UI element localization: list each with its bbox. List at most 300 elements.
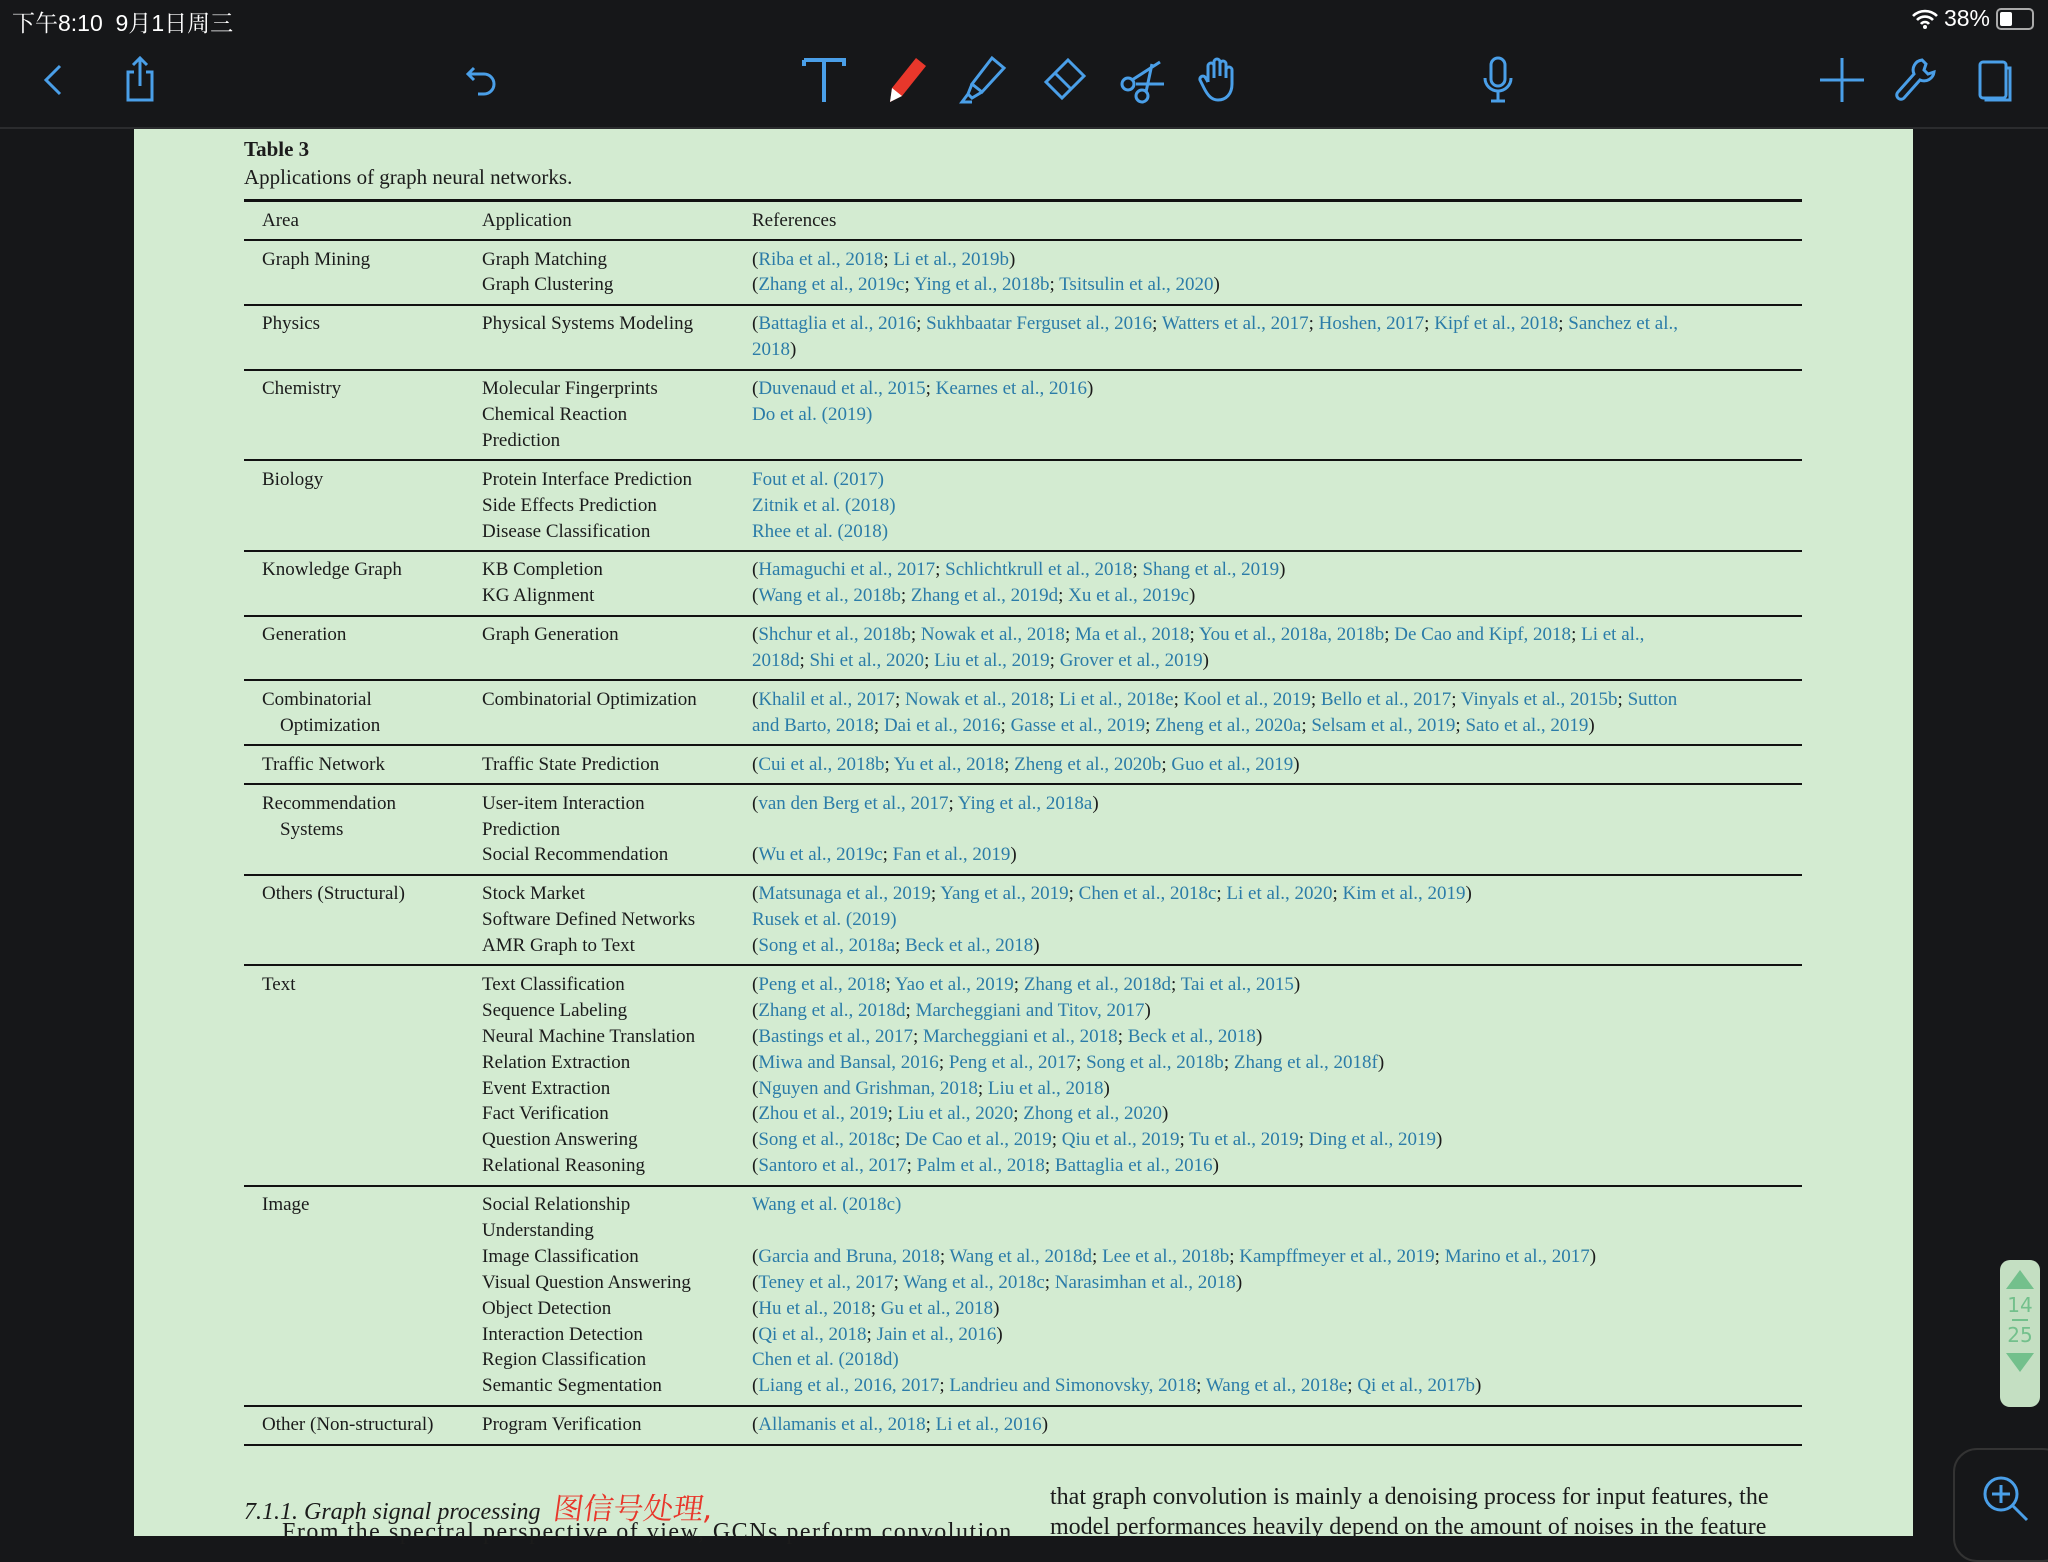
punct: ; xyxy=(1455,714,1466,736)
citation-link[interactable]: Wang et al., 2018c xyxy=(903,1271,1045,1293)
reference-line xyxy=(752,337,1802,363)
citation-link[interactable]: Shang et al., 2019 xyxy=(1142,559,1280,581)
punct: ; xyxy=(925,378,936,400)
citation-link[interactable]: Khalil et al., 2017 xyxy=(758,688,895,710)
reference-line xyxy=(752,247,1802,273)
citation-link[interactable]: Zitnik et al. (2018) xyxy=(752,494,896,516)
punct: ( xyxy=(752,1375,759,1397)
citation-link[interactable]: Liu et al., 2018 xyxy=(987,1077,1104,1099)
citation-link[interactable]: Qi et al., 2017b xyxy=(1357,1375,1476,1397)
application-cell xyxy=(482,791,752,869)
citation-link[interactable]: and Barto, 2018 xyxy=(752,714,874,736)
citation-link[interactable]: Battaglia et al., 2016 xyxy=(1054,1155,1213,1177)
area-cell xyxy=(244,881,482,959)
reference-line xyxy=(752,907,1802,933)
citation-link[interactable]: Gasse et al., 2019 xyxy=(1010,714,1146,736)
citation-link[interactable]: Hoshen, 2017 xyxy=(1318,313,1425,335)
lasso-tool[interactable] xyxy=(1112,50,1172,110)
citation-link[interactable]: Chen et al. (2018d) xyxy=(752,1349,899,1371)
citation-link[interactable]: Kipf et al., 2018 xyxy=(1434,313,1559,335)
citation-link[interactable]: 2018d xyxy=(752,650,800,672)
table-row xyxy=(244,681,1802,744)
citation-link[interactable]: Wang et al., 2018d xyxy=(949,1245,1093,1267)
area-cell xyxy=(244,247,482,299)
citation-link[interactable]: De Cao et al., 2019 xyxy=(905,1129,1052,1151)
citation-link[interactable]: Xu et al., 2019c xyxy=(1068,585,1189,607)
citation-link[interactable]: Li et al., xyxy=(1581,624,1645,646)
citation-link[interactable]: Zhang et al., 2018d xyxy=(758,999,906,1021)
punct: ; xyxy=(1049,274,1060,296)
citation-link[interactable]: Ying et al., 2018a xyxy=(957,792,1093,814)
citation-link[interactable]: Narasimhan et al., 2018 xyxy=(1054,1271,1236,1293)
area-label: Other (Non-structural) xyxy=(262,1414,434,1436)
punct: ; xyxy=(884,753,894,775)
citation-link[interactable]: Gu et al., 2018 xyxy=(880,1297,994,1319)
citation-link[interactable]: Marino et al., 2017 xyxy=(1444,1245,1590,1267)
references-cell xyxy=(752,376,1802,454)
citation-link[interactable]: Chen et al., 2018c xyxy=(1078,883,1217,905)
citation-link[interactable]: Tu et al., 2019 xyxy=(1189,1129,1299,1151)
application-label: Event Extraction xyxy=(482,1077,611,1099)
area-cell xyxy=(244,557,482,609)
punct: ( xyxy=(752,935,759,957)
reference-line xyxy=(752,933,1802,959)
citation-link[interactable]: Duvenaud et al., 2015 xyxy=(758,378,926,400)
citation-link[interactable]: Liang et al., 2016, 2017 xyxy=(758,1375,940,1397)
table-row xyxy=(244,785,1802,874)
citation-link[interactable]: Peng et al., 2017 xyxy=(948,1051,1077,1073)
body-line: model performances heavily depend on the amount of noises in the feature xyxy=(1050,1514,1767,1540)
punct: ) xyxy=(790,339,797,361)
punct: ; xyxy=(1152,313,1162,335)
area-label: Chemistry xyxy=(262,378,342,400)
application-cell xyxy=(482,1192,752,1399)
highlighter-tool[interactable] xyxy=(954,50,1014,110)
citation-link[interactable]: Lee et al., 2018b xyxy=(1102,1245,1230,1267)
citation-link[interactable]: Yang et al., 2019 xyxy=(940,883,1069,905)
application-label: Region Classification xyxy=(482,1349,647,1371)
reference-line xyxy=(752,519,1802,545)
reference-line xyxy=(752,648,1802,674)
undo-button[interactable] xyxy=(452,50,512,110)
references-cell xyxy=(752,752,1802,778)
highlighter-icon xyxy=(958,54,1010,106)
punct: ( xyxy=(752,1271,759,1293)
punct: ( xyxy=(752,248,759,270)
hand-icon xyxy=(1194,54,1246,106)
punct: ; xyxy=(1076,1051,1087,1073)
punct: ) xyxy=(1235,1271,1243,1293)
citation-link[interactable]: Tai et al., 2015 xyxy=(1180,973,1294,995)
punct: ; xyxy=(1308,313,1319,335)
application-label: AMR Graph to Text xyxy=(482,935,635,957)
share-button[interactable] xyxy=(110,50,170,110)
eraser-tool[interactable] xyxy=(1032,50,1092,110)
punct: ; xyxy=(1064,624,1075,646)
citation-link[interactable]: Allamanis et al., 2018 xyxy=(758,1414,926,1436)
citation-link[interactable]: Sutton xyxy=(1627,688,1678,710)
reference-line xyxy=(752,311,1802,337)
citation-link[interactable]: Rusek et al. (2019) xyxy=(752,909,897,931)
references-cell xyxy=(752,467,1802,545)
citation-link[interactable]: Landrieu and Simonovsky, 2018 xyxy=(949,1375,1197,1397)
punct: ; xyxy=(1013,1103,1024,1125)
punct: ) xyxy=(1008,248,1016,270)
citation-link[interactable]: Zhang et al., 2018f xyxy=(1233,1051,1378,1073)
application-label: Semantic Segmentation xyxy=(482,1375,662,1397)
citation-link[interactable]: Yao et al., 2019 xyxy=(894,973,1014,995)
punct: ; xyxy=(938,1051,949,1073)
punct: ; xyxy=(1617,688,1628,710)
citation-link[interactable]: Palm et al., 2018 xyxy=(916,1155,1045,1177)
punct: ; xyxy=(939,1375,950,1397)
punct: ; xyxy=(910,624,921,646)
citation-link[interactable]: Li et al., 2020 xyxy=(1226,883,1333,905)
punct: ; xyxy=(1179,1129,1190,1151)
citation-link[interactable]: Battaglia et al., 2016 xyxy=(758,313,917,335)
punct: ; xyxy=(1347,1375,1358,1397)
punct: ; xyxy=(1013,973,1024,995)
reference-line xyxy=(752,1024,1802,1050)
punct: ; xyxy=(1117,1025,1128,1047)
punct: ( xyxy=(752,1051,759,1073)
application-label: Prediction xyxy=(482,429,561,451)
page-navigator[interactable] xyxy=(2000,1260,2040,1407)
punct: ; xyxy=(883,248,894,270)
citation-link[interactable]: Matsunaga et al., 2019 xyxy=(758,883,931,905)
application-cell xyxy=(482,972,752,1179)
application-label: Graph Generation xyxy=(482,624,619,646)
citation-link[interactable]: De Cao and Kipf, 2018 xyxy=(1394,624,1572,646)
application-label: Social Recommendation xyxy=(482,844,669,866)
citation-link[interactable]: Kearnes et al., 2016 xyxy=(935,378,1088,400)
citation-link[interactable]: Li et al., 2018e xyxy=(1059,688,1174,710)
citation-link[interactable]: Marcheggiani and Titov, 2017 xyxy=(915,999,1145,1021)
area-cell xyxy=(244,1192,482,1399)
reference-line xyxy=(752,1296,1802,1322)
punct: ( xyxy=(752,1129,759,1151)
punct: ) xyxy=(1041,1414,1049,1436)
citation-link[interactable]: Song et al., 2018b xyxy=(1086,1051,1224,1073)
application-label: Object Detection xyxy=(482,1297,612,1319)
punct: ; xyxy=(1384,624,1395,646)
citation-link[interactable]: Watters et al., 2017 xyxy=(1161,313,1309,335)
hand-tool[interactable] xyxy=(1190,50,1250,110)
citation-link[interactable]: Beck et al., 2018 xyxy=(1127,1025,1256,1047)
text-tool[interactable] xyxy=(794,50,854,110)
area-cell xyxy=(244,687,482,739)
table-row xyxy=(244,966,1802,1184)
date: 9月1日周三 xyxy=(115,10,234,36)
application-label: KB Completion xyxy=(482,559,603,581)
area-label: Others (Structural) xyxy=(262,883,405,905)
citation-link[interactable]: Grover et al., 2019 xyxy=(1059,650,1203,672)
settings-button[interactable] xyxy=(1886,50,1946,110)
page-up-icon[interactable] xyxy=(2006,1270,2034,1289)
citation-link[interactable]: Do et al. (2019) xyxy=(752,403,873,425)
punct: ) xyxy=(1162,1103,1169,1125)
status-right xyxy=(1912,5,2034,32)
references-cell xyxy=(752,247,1802,299)
reference-line xyxy=(752,1218,1802,1244)
table-row xyxy=(244,617,1802,680)
punct: ; xyxy=(905,999,916,1021)
citation-link[interactable]: Song et al., 2018a xyxy=(758,935,896,957)
citation-link[interactable]: Shi et al., 2020 xyxy=(809,650,925,672)
citation-link[interactable]: Shchur et al., 2018b xyxy=(758,624,911,646)
punct: ( xyxy=(752,624,759,646)
citation-link[interactable]: Zhou et al., 2019 xyxy=(758,1103,888,1125)
pdf-page[interactable] xyxy=(134,129,1913,1545)
citation-link[interactable]: Qi et al., 2018 xyxy=(758,1323,867,1345)
punct: ; xyxy=(916,313,927,335)
punct: ; xyxy=(1298,1129,1309,1151)
punct: ; xyxy=(1049,688,1060,710)
reference-line xyxy=(752,713,1802,739)
table-rule xyxy=(244,1444,1802,1446)
punct: ( xyxy=(752,753,759,775)
citation-link[interactable]: Vinyals et al., 2015b xyxy=(1460,688,1618,710)
citation-link[interactable]: Nowak et al., 2018 xyxy=(920,624,1065,646)
application-label: KG Alignment xyxy=(482,585,595,607)
citation-link[interactable]: Ma et al., 2018 xyxy=(1074,624,1190,646)
add-icon xyxy=(1816,54,1868,106)
punct: ; xyxy=(1434,1245,1445,1267)
area-label: Text xyxy=(262,973,296,995)
citation-link[interactable]: Santoro et al., 2017 xyxy=(758,1155,907,1177)
citation-link[interactable]: Yu et al., 2018 xyxy=(893,753,1005,775)
citation-link[interactable]: Ding et al., 2019 xyxy=(1308,1129,1436,1151)
citation-link[interactable]: Bastings et al., 2017 xyxy=(758,1025,913,1047)
microphone-icon xyxy=(1472,54,1524,106)
application-cell xyxy=(482,467,752,545)
citation-link[interactable]: Teney et al., 2017 xyxy=(758,1271,894,1293)
citation-link[interactable]: Selsam et al., 2019 xyxy=(1311,714,1456,736)
citation-link[interactable]: Sanchez et al., xyxy=(1568,313,1678,335)
citation-link[interactable]: Ying et al., 2018b xyxy=(913,274,1050,296)
reference-line xyxy=(752,1076,1802,1102)
punct: ; xyxy=(948,792,958,814)
citation-link[interactable]: Zheng et al., 2020a xyxy=(1155,714,1302,736)
microphone-button[interactable] xyxy=(1468,50,1528,110)
citation-link[interactable]: Zhang et al., 2018d xyxy=(1023,973,1172,995)
application-label: Social Relationship xyxy=(482,1194,631,1216)
citation-link[interactable]: Bello et al., 2017 xyxy=(1320,688,1452,710)
reference-line xyxy=(752,817,1802,843)
application-label: Graph Clustering xyxy=(482,274,614,296)
page-down-icon[interactable] xyxy=(2006,1353,2034,1372)
punct: ; xyxy=(1216,883,1227,905)
references-cell xyxy=(752,687,1802,739)
reference-line xyxy=(752,881,1802,907)
citation-link[interactable]: Dai et al., 2016 xyxy=(883,714,1001,736)
citation-link[interactable]: Zheng et al., 2020b xyxy=(1014,753,1162,775)
reference-line xyxy=(752,842,1802,868)
citation-link[interactable]: Sukhbaatar Ferguset al., 2016 xyxy=(926,313,1153,335)
citation-link[interactable]: Li et al., 2016 xyxy=(935,1414,1042,1436)
punct: ; xyxy=(1173,688,1184,710)
punct: ; xyxy=(1558,313,1569,335)
citation-link[interactable]: Fout et al. (2017) xyxy=(752,468,884,490)
undo-icon xyxy=(456,54,508,106)
citation-link[interactable]: Hu et al., 2018 xyxy=(758,1297,871,1319)
body-text-left: From the spectral perspective of view, GCNs perform convolution xyxy=(282,1519,1013,1545)
back-button[interactable] xyxy=(24,50,84,110)
reference-line xyxy=(752,1127,1802,1153)
citation-link[interactable]: Riba et al., 2018 xyxy=(758,248,884,270)
punct: ; xyxy=(887,1103,898,1125)
application-label: User-item Interaction xyxy=(482,792,645,814)
punct: ; xyxy=(977,1077,988,1099)
battery-icon xyxy=(1996,8,2034,30)
citation-link[interactable]: Beck et al., 2018 xyxy=(905,935,1034,957)
reference-line xyxy=(752,687,1802,713)
zoom-button[interactable] xyxy=(1953,1448,2048,1562)
table-header xyxy=(244,202,1802,239)
application-label: Sequence Labeling xyxy=(482,999,628,1021)
punct: ) xyxy=(1212,1155,1219,1177)
application-cell xyxy=(482,881,752,959)
punct: ; xyxy=(1049,650,1060,672)
table-row xyxy=(244,306,1802,369)
citation-link[interactable]: Jain et al., 2016 xyxy=(876,1323,997,1345)
add-button[interactable] xyxy=(1812,50,1872,110)
citation-link[interactable]: Hamaguchi et al., 2017 xyxy=(758,559,936,581)
punct: ( xyxy=(752,1297,759,1319)
reference-line xyxy=(752,1322,1802,1348)
punct: ; xyxy=(1044,1271,1055,1293)
citation-link[interactable]: Wang et al., 2018b xyxy=(758,585,901,607)
citation-link[interactable]: Wang et al., 2018e xyxy=(1205,1375,1348,1397)
punct: ; xyxy=(1451,688,1461,710)
punct: ) xyxy=(1377,1051,1385,1073)
reference-line xyxy=(752,752,1802,778)
citation-link[interactable]: Kim et al., 2019 xyxy=(1342,883,1466,905)
lasso-scissors-icon xyxy=(1116,54,1168,106)
punct: ) xyxy=(1213,274,1220,296)
citation-link[interactable]: Nowak et al., 2018 xyxy=(905,688,1050,710)
punct: ; xyxy=(799,650,810,672)
citation-link[interactable]: Miwa and Bansal, 2016 xyxy=(758,1051,939,1073)
citation-link[interactable]: Fan et al., 2019 xyxy=(892,844,1011,866)
area-cell xyxy=(244,791,482,869)
application-label: Chemical Reaction xyxy=(482,403,628,425)
punct: ; xyxy=(882,844,893,866)
area-label: Image xyxy=(262,1194,310,1216)
pen-tool[interactable] xyxy=(874,50,934,110)
citation-link[interactable]: Kampffmeyer et al., 2019 xyxy=(1239,1245,1435,1267)
reference-line xyxy=(752,272,1802,298)
punct: ; xyxy=(1051,1129,1062,1151)
references-cell xyxy=(752,557,1802,609)
punct: ; xyxy=(885,973,895,995)
punct: ; xyxy=(1301,714,1312,736)
reference-line xyxy=(752,467,1802,493)
references-cell xyxy=(752,972,1802,1179)
citation-link[interactable]: 2018 xyxy=(752,339,790,361)
punct: ) xyxy=(1475,1375,1482,1397)
citation-link[interactable]: Guo et al., 2019 xyxy=(1171,753,1294,775)
table-row xyxy=(244,746,1802,783)
application-label: Traffic State Prediction xyxy=(482,753,660,775)
application-label: Software Defined Networks xyxy=(482,909,696,931)
punct: ) xyxy=(993,1297,1000,1319)
application-label: Visual Question Answering xyxy=(482,1271,691,1293)
citation-link[interactable]: Wang et al. (2018c) xyxy=(752,1194,902,1216)
punct: ) xyxy=(1010,844,1017,866)
citation-link[interactable]: Peng et al., 2018 xyxy=(758,973,886,995)
punct: ; xyxy=(904,274,914,296)
punct: ; xyxy=(1000,714,1011,736)
citation-link[interactable]: Garcia and Bruna, 2018 xyxy=(758,1245,940,1267)
application-label: Physical Systems Modeling xyxy=(482,313,694,335)
citation-link[interactable]: Song et al., 2018c xyxy=(758,1129,896,1151)
area-cell xyxy=(244,622,482,674)
citation-link[interactable]: Liu et al., 2020 xyxy=(897,1103,1014,1125)
citation-link[interactable]: Tsitsulin et al., 2020 xyxy=(1059,274,1214,296)
pages-button[interactable] xyxy=(1964,50,2024,110)
punct: ( xyxy=(752,1245,759,1267)
applications-table xyxy=(244,199,1802,1446)
citation-link[interactable]: Sato et al., 2019 xyxy=(1465,714,1589,736)
punct: ; xyxy=(1196,1375,1206,1397)
punct: ) xyxy=(1202,650,1209,672)
citation-link[interactable]: van den Berg et al., 2017 xyxy=(758,792,949,814)
application-cell xyxy=(482,687,752,739)
page-separator xyxy=(2012,1319,2028,1321)
citation-link[interactable]: Zhang et al., 2019d xyxy=(910,585,1059,607)
application-cell xyxy=(482,247,752,299)
punct: ; xyxy=(1092,1245,1103,1267)
punct: ; xyxy=(1223,1051,1234,1073)
header-application: Application xyxy=(482,209,572,231)
application-label: Fact Verification xyxy=(482,1103,609,1125)
reference-line xyxy=(752,376,1802,402)
citation-link[interactable]: Li et al., 2019b xyxy=(893,248,1009,270)
citation-link[interactable]: Nguyen and Grishman, 2018 xyxy=(758,1077,978,1099)
reference-line xyxy=(752,1270,1802,1296)
citation-link[interactable]: Schlichtkrull et al., 2018 xyxy=(945,559,1133,581)
application-label: Disease Classification xyxy=(482,520,651,542)
area-label: Optimization xyxy=(280,714,381,736)
area-label: Traffic Network xyxy=(262,753,385,775)
application-cell xyxy=(482,311,752,363)
application-label: Relational Reasoning xyxy=(482,1155,646,1177)
body-text-right xyxy=(1050,1484,1769,1544)
area-label: Recommendation xyxy=(262,792,397,814)
header-area: Area xyxy=(262,209,299,231)
citation-link[interactable]: You et al., 2018a, 2018b xyxy=(1198,624,1385,646)
eraser-icon xyxy=(1036,54,1088,106)
citation-link[interactable]: Kool et al., 2019 xyxy=(1183,688,1311,710)
citation-link[interactable]: Rhee et al. (2018) xyxy=(752,520,889,542)
citation-link[interactable]: Wu et al., 2019c xyxy=(758,844,883,866)
punct: ; xyxy=(895,1129,906,1151)
section-title: 7.1.1. Graph signal processing xyxy=(244,1499,541,1525)
application-label: Relation Extraction xyxy=(482,1051,631,1073)
punct: ; xyxy=(1310,688,1321,710)
citation-link[interactable]: Liu et al., 2019 xyxy=(934,650,1050,672)
punct: ; xyxy=(912,1025,923,1047)
citation-link[interactable]: Zhang et al., 2019c xyxy=(758,274,905,296)
citation-link[interactable]: Marcheggiani et al., 2018 xyxy=(923,1025,1118,1047)
punct: ( xyxy=(752,973,759,995)
citation-link[interactable]: Cui et al., 2018b xyxy=(758,753,885,775)
citation-link[interactable]: Qiu et al., 2019 xyxy=(1061,1129,1180,1151)
citation-link[interactable]: Zhong et al., 2020 xyxy=(1023,1103,1163,1125)
punct: ; xyxy=(1004,753,1015,775)
application-cell xyxy=(482,1412,752,1438)
